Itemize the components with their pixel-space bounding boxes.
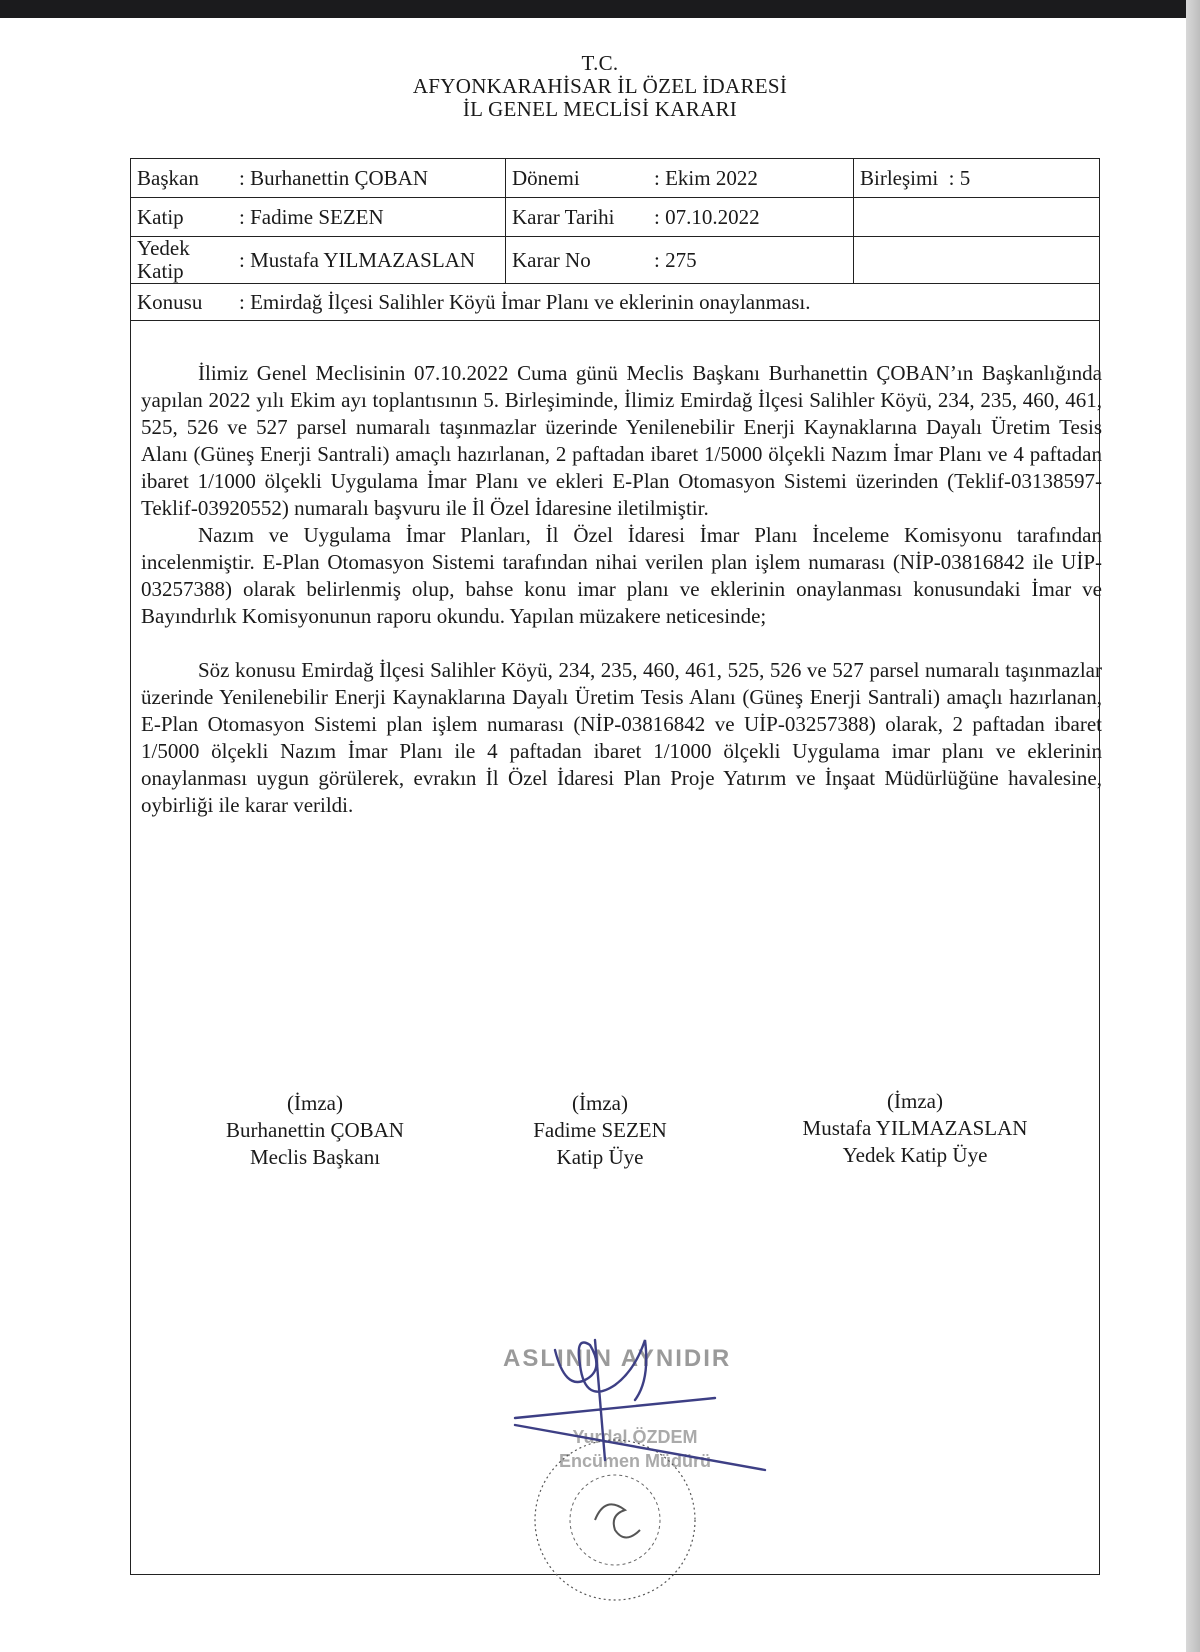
signature-title: Yedek Katip Üye [842, 1143, 988, 1167]
body-paragraph: Nazım ve Uygulama İmar Planları, İl Özel İdaresi İmar Planı İnceleme Komisyonu tarafından incelenmiştir. E-Plan Otomasyon Sistemi tarafından nihai verilen plan işlem numarası (NİP-03816842 ile UİP-03257388) olarak belirlenmiş olup, bahse konu imar planı ve eklerinin onaylanması konusundaki İmar ve Bayındırlık Komisyonunun raporu okundu. Yapılan müzakere neticesinde; [141, 523, 1102, 628]
stamp-officer-title: Encümen Müdürü [559, 1451, 711, 1471]
katip-value: : Fadime SEZEN [233, 198, 506, 237]
signature-imza: (İmza) [287, 1091, 343, 1115]
yedek-katip-label: Yedek Katip [131, 237, 234, 284]
decision-meta-table [130, 158, 1100, 321]
signature-imza: (İmza) [887, 1089, 943, 1113]
decision-body [141, 360, 1102, 819]
karar-no-label: Karar No [506, 237, 649, 284]
signature-name: Burhanettin ÇOBAN [226, 1118, 404, 1142]
empty-cell [854, 198, 1100, 237]
donemi-value: : Ekim 2022 [648, 159, 854, 198]
signature-block [195, 1090, 435, 1171]
karar-tarihi-value: : 07.10.2022 [648, 198, 854, 237]
signature-block [490, 1090, 710, 1171]
yedek-katip-value: : Mustafa YILMAZASLAN [233, 237, 506, 284]
signature-imza: (İmza) [572, 1091, 628, 1115]
header-decision-title: İL GENEL MECLİSİ KARARI [462, 97, 738, 121]
konusu-label: Konusu [131, 284, 234, 321]
certified-copy-stamp: ASLININ AYNIDIR [503, 1345, 732, 1372]
karar-tarihi-label: Karar Tarihi [506, 198, 649, 237]
header-tc: T.C. [581, 51, 619, 75]
body-paragraph: Söz konusu Emirdağ İlçesi Salihler Köyü, 234, 235, 460, 461, 525, 526 ve 527 parsel numaralı taşınmazlar üzerinde Yenilenebilir Enerji Kaynaklarına Dayalı Üretim Tesis Alanı (Güneş Enerji Santrali) amaçlı hazırlanan, E-Plan Otomasyon Sistemi plan işlem numarası (NİP-03816842 ve UİP-03257388) olarak, 2 paftadan ibaret 1/5000 ölçekli Nazım İmar Planı ile 4 paftadan ibaret 1/1000 ölçekli Uygulama imar planı ve eklerinin onaylanması uygun görülerek, evrakın İl Özel İdaresi Plan Proje Yatırım ve İnşaat Müdürlüğüne havalesine, oybirliği ile karar verildi. [141, 658, 1102, 817]
birlesimi-cell [854, 159, 1100, 198]
baskan-label: Başkan [131, 159, 234, 198]
konusu-value: : Emirdağ İlçesi Salihler Köyü İmar Planı ve eklerinin onaylanması. [233, 284, 1100, 321]
header-institution: AFYONKARAHİSAR İL ÖZEL İDARESİ [412, 74, 788, 98]
birlesimi-value: : 5 [948, 165, 971, 190]
scan-edge-top [0, 0, 1200, 18]
katip-label: Katip [131, 198, 234, 237]
signature-title: Meclis Başkanı [249, 1145, 381, 1169]
seal-emblem [595, 1504, 640, 1537]
scan-edge-right [1186, 0, 1200, 1652]
signature-title: Katip Üye [556, 1145, 644, 1169]
donemi-label: Dönemi [506, 159, 649, 198]
document-header [0, 52, 1200, 121]
official-seal-and-signature [495, 1330, 775, 1610]
signature-name: Mustafa YILMAZASLAN [802, 1116, 1028, 1140]
birlesimi-label: Birleşimi [860, 165, 939, 190]
stamp-officer-name: Yurdal ÖZDEM [572, 1427, 698, 1447]
empty-cell [854, 237, 1100, 284]
signature-name: Fadime SEZEN [533, 1118, 667, 1142]
body-paragraph: İlimiz Genel Meclisinin 07.10.2022 Cuma günü Meclis Başkanı Burhanettin ÇOBAN’ın Başkanlığında yapılan 2022 yılı Ekim ayı toplantısının 5. Birleşiminde, İlimiz Emirdağ İlçesi Salihler Köyü, 234, 235, 460, 461, 525, 526 ve 527 parsel numaralı taşınmazlar üzerinde Yenilenebilir Enerji Kaynaklarına Dayalı Üretim Tesis Alanı (Güneş Enerji Santrali) amaçlı hazırlanan, 2 paftadan ibaret 1/5000 ölçekli Nazım İmar Planı ve 4 paftadan ibaret 1/1000 ölçekli Uygulama İmar Planı ve ekleri E-Plan Otomasyon Sistemi üzerinden (Teklif-03138597-Teklif-03920552) numaralı başvuru ile İl Özel İdaresine iletilmiştir. [141, 361, 1102, 520]
handwritten-signature [515, 1340, 765, 1470]
karar-no-value: : 275 [648, 237, 854, 284]
signature-block [770, 1088, 1060, 1169]
baskan-value: : Burhanettin ÇOBAN [233, 159, 506, 198]
